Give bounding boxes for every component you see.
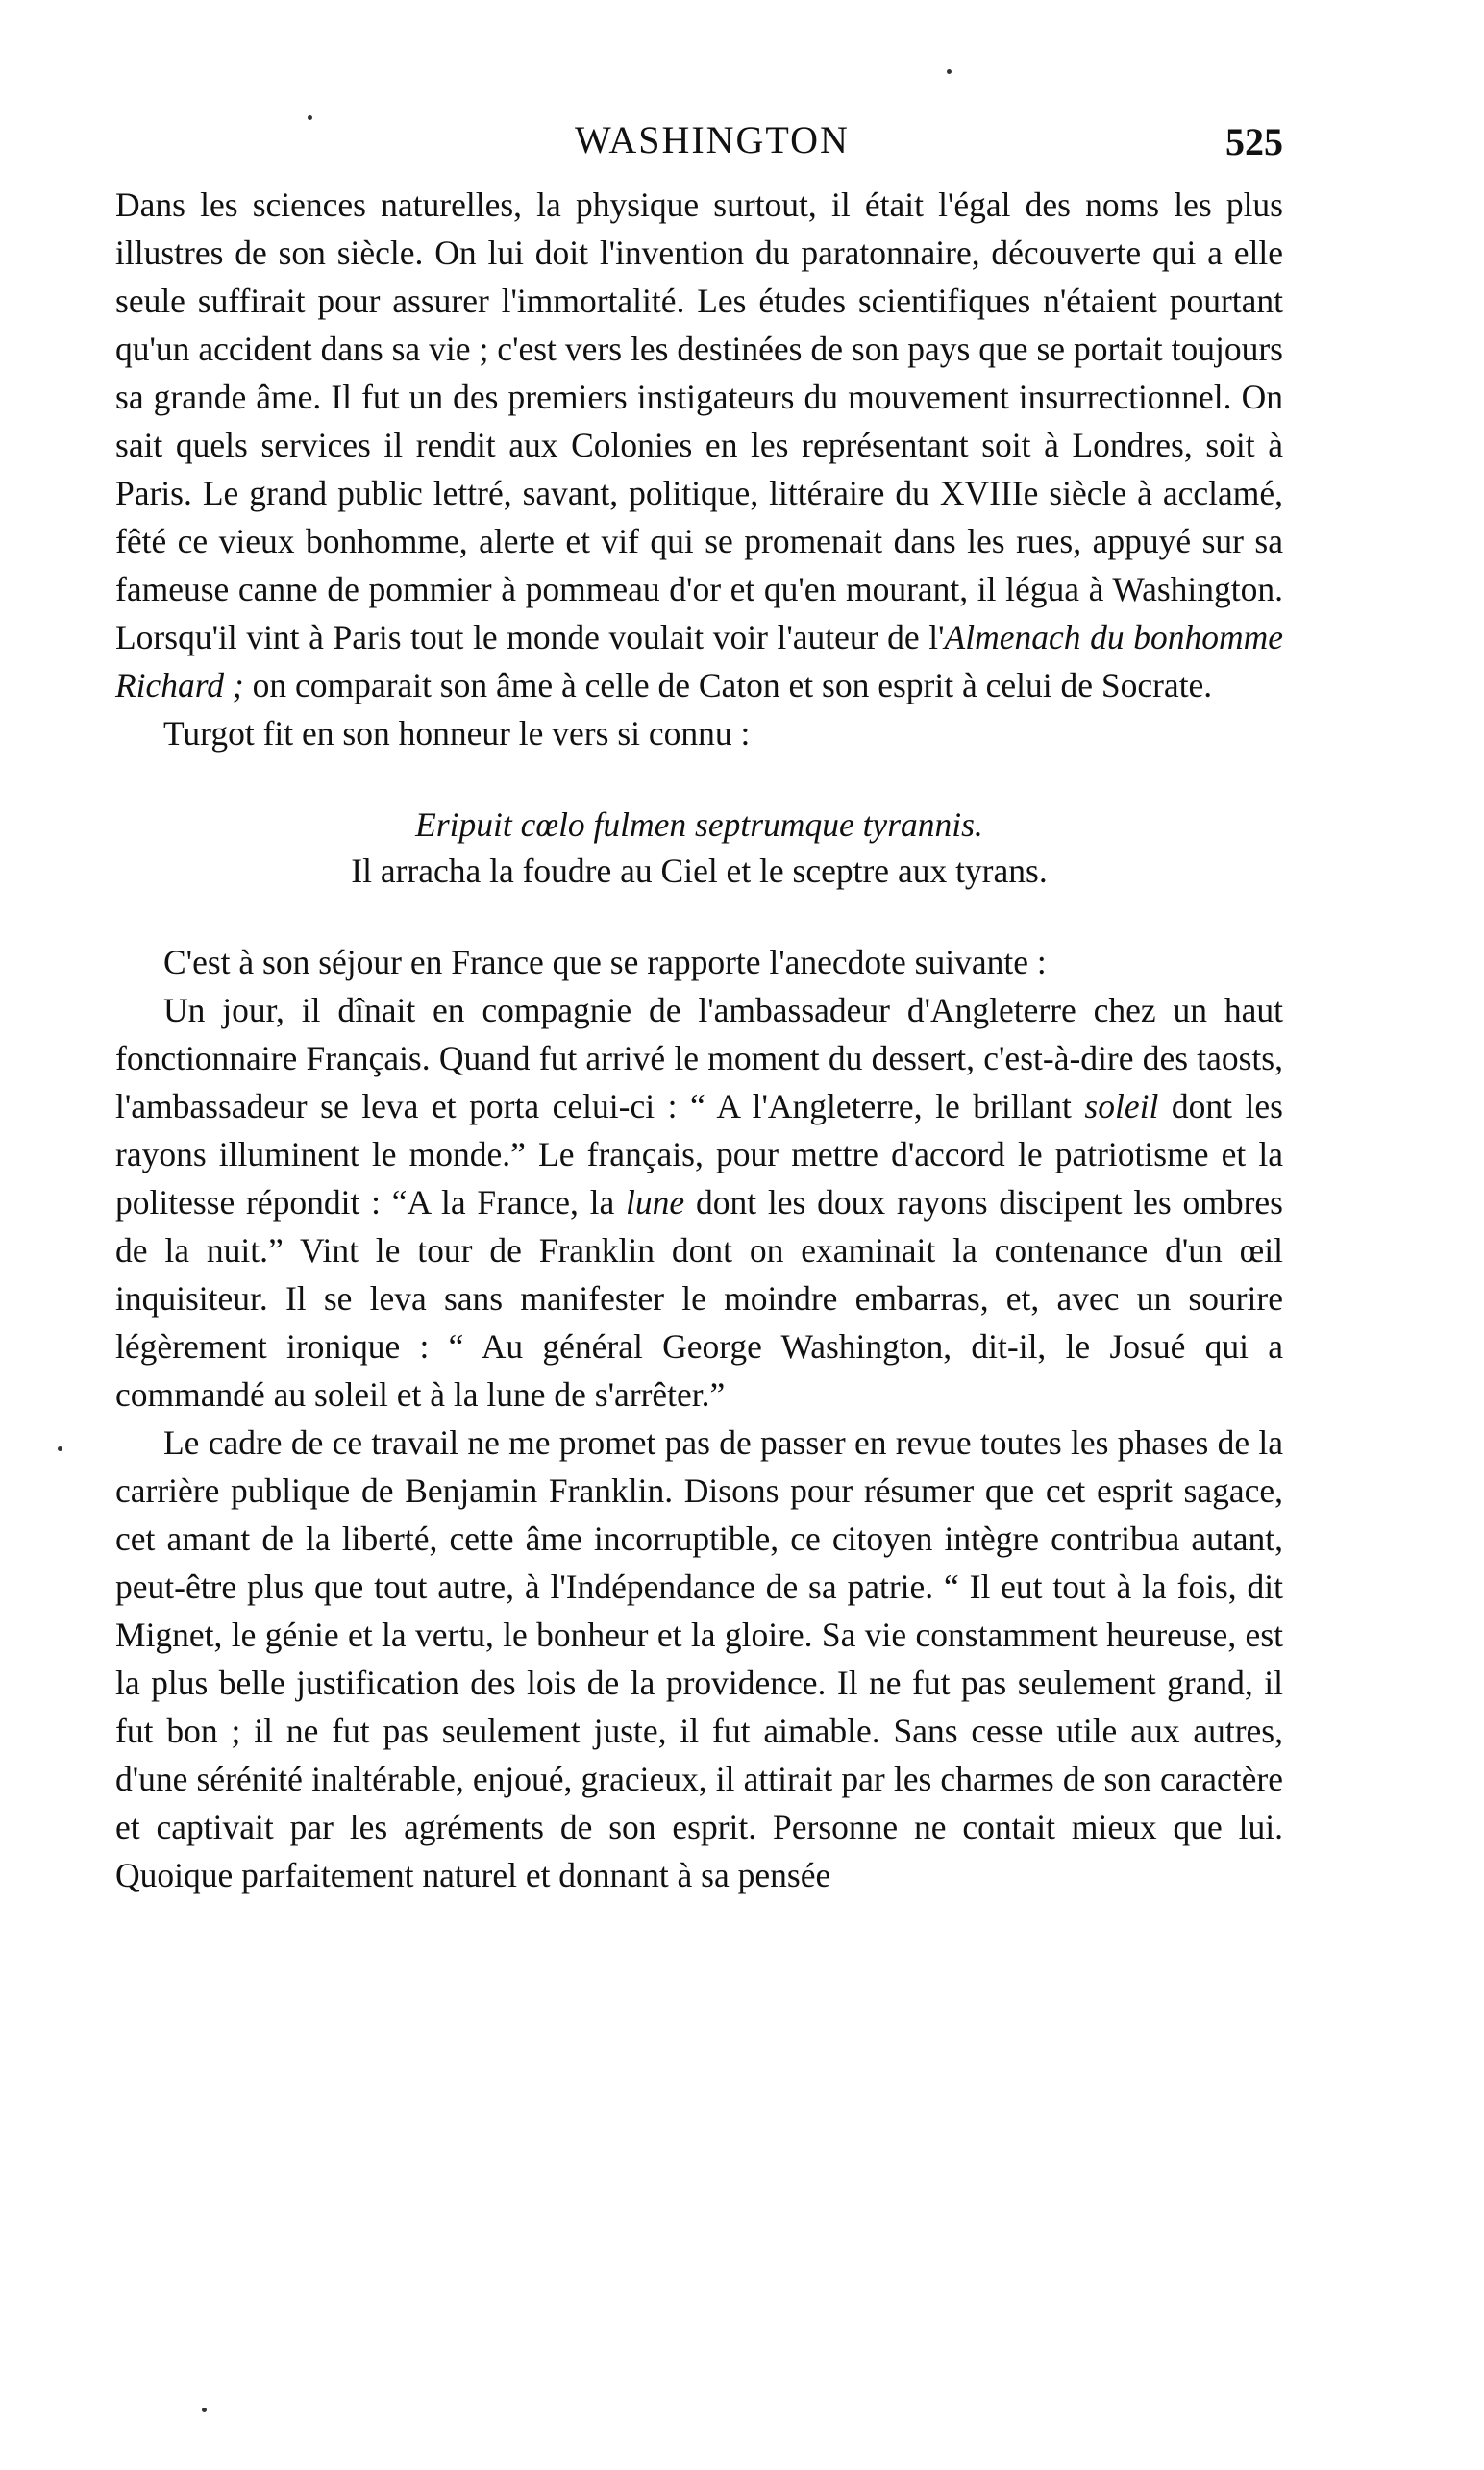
italic-lune: lune bbox=[626, 1183, 685, 1222]
paragraph-4-text-b: dont les rayons illuminent le monde.” Le français, pour mettre d'accord le patriotisme et la politesse répondit : “A la France, la bbox=[115, 1087, 1283, 1222]
paragraph-4-text-a: Un jour, il dînait en compagnie de l'ambassadeur d'Angleterre chez un haut fonctionnaire Français. Quand fut arrivé le moment du dessert, c'est-à-dire des taosts, l'ambassadeur se leva et porta celui-ci : “ A l'Angleterre, le brillant bbox=[115, 991, 1283, 1125]
paragraph-3: C'est à son séjour en France que se rapporte l'anecdote suivante : bbox=[163, 943, 1047, 981]
paragraph-5: Le cadre de ce travail ne me promet pas de passer en revue toutes les phases de la carrière publique de Benjamin Franklin. Disons pour résumer que cet esprit sagace, cet amant de la liberté, cette âme incorruptible, ce citoyen intègre contribua autant, peut-être plus que tout autre, à l'Indépendance de sa patrie. “ Il eut tout à la fois, dit Mignet, le génie et la vertu, le bonheur et la gloire. Sa vie constamment heureuse, est la plus belle justification des lois de la providence. Il ne fut pas seulement grand, il fut bon ; il ne fut pas seulement juste, il fut aimable. Sans cesse utile aux autres, d'une sérénité inaltérable, enjoué, gracieux, il attirait par les charmes de son caractère et captivait par les agréments de son esprit. Personne ne contait mieux que lui. Quoique parfaitement naturel et donnant à sa pensée bbox=[115, 1423, 1283, 1894]
body-text bbox=[115, 181, 1283, 1899]
latin-verse: Eripuit cœlo fulmen septrumque tyrannis. bbox=[415, 805, 983, 844]
italic-soleil: soleil bbox=[1084, 1087, 1159, 1125]
paragraph-1 bbox=[115, 181, 1283, 709]
page-number: 525 bbox=[1225, 120, 1283, 163]
ink-speck bbox=[202, 2408, 207, 2412]
ink-speck bbox=[308, 115, 312, 120]
ink-speck bbox=[947, 69, 952, 74]
ink-speck bbox=[58, 1446, 62, 1451]
book-title-italic: Almenach du bonhomme Richard ; bbox=[115, 618, 1283, 704]
french-translation: Il arracha la foudre au Ciel et le sceptre aux tyrans. bbox=[351, 852, 1048, 890]
verse-quote bbox=[115, 802, 1283, 894]
paragraph-1-text-a: Dans les sciences naturelles, la physique surtout, il était l'égal des noms les plus illustres de son siècle. On lui doit l'invention du paratonnaire, découverte qui a elle seule suffirait pour assurer l'immortalité. Les études scientifiques n'étaient pourtant qu'un accident dans sa vie ; c'est vers les destinées de son pays que se portait toujours sa grande âme. Il fut un des premiers instigateurs du mouvement insurrectionnel. On sait quels services il rendit aux Colonies en les représentant soit à Londres, soit à Paris. Le grand public lettré, savant, politique, littéraire du XVIIIe siècle à acclamé, fêté ce vieux bonhomme, alerte et vif qui se promenait dans les rues, appuyé sur sa fameuse canne de pommier à pommeau d'or et qu'en mourant, il légua à Washington. Lorsqu'il vint à Paris tout le monde voulait voir l'auteur de l' bbox=[115, 185, 1283, 656]
paragraph-1-text-b: on comparait son âme à celle de Caton et son esprit à celui de Socrate. bbox=[243, 666, 1213, 704]
running-title: WASHINGTON bbox=[575, 118, 850, 161]
paragraph-4 bbox=[115, 986, 1283, 1419]
paragraph-4-text-c: dont les doux rayons discipent les ombres de la nuit.” Vint le tour de Franklin dont on examinait la contenance d'un œil inquisiteur. Il se leva sans manifester le moindre embarras, et, avec un sourire légèrement ironique : “ Au général George Washington, dit-il, le Josué qui a commandé au soleil et à la lune de s'arrêter.” bbox=[115, 1183, 1283, 1414]
paragraph-2: Turgot fit en son honneur le vers si connu : bbox=[163, 714, 751, 753]
